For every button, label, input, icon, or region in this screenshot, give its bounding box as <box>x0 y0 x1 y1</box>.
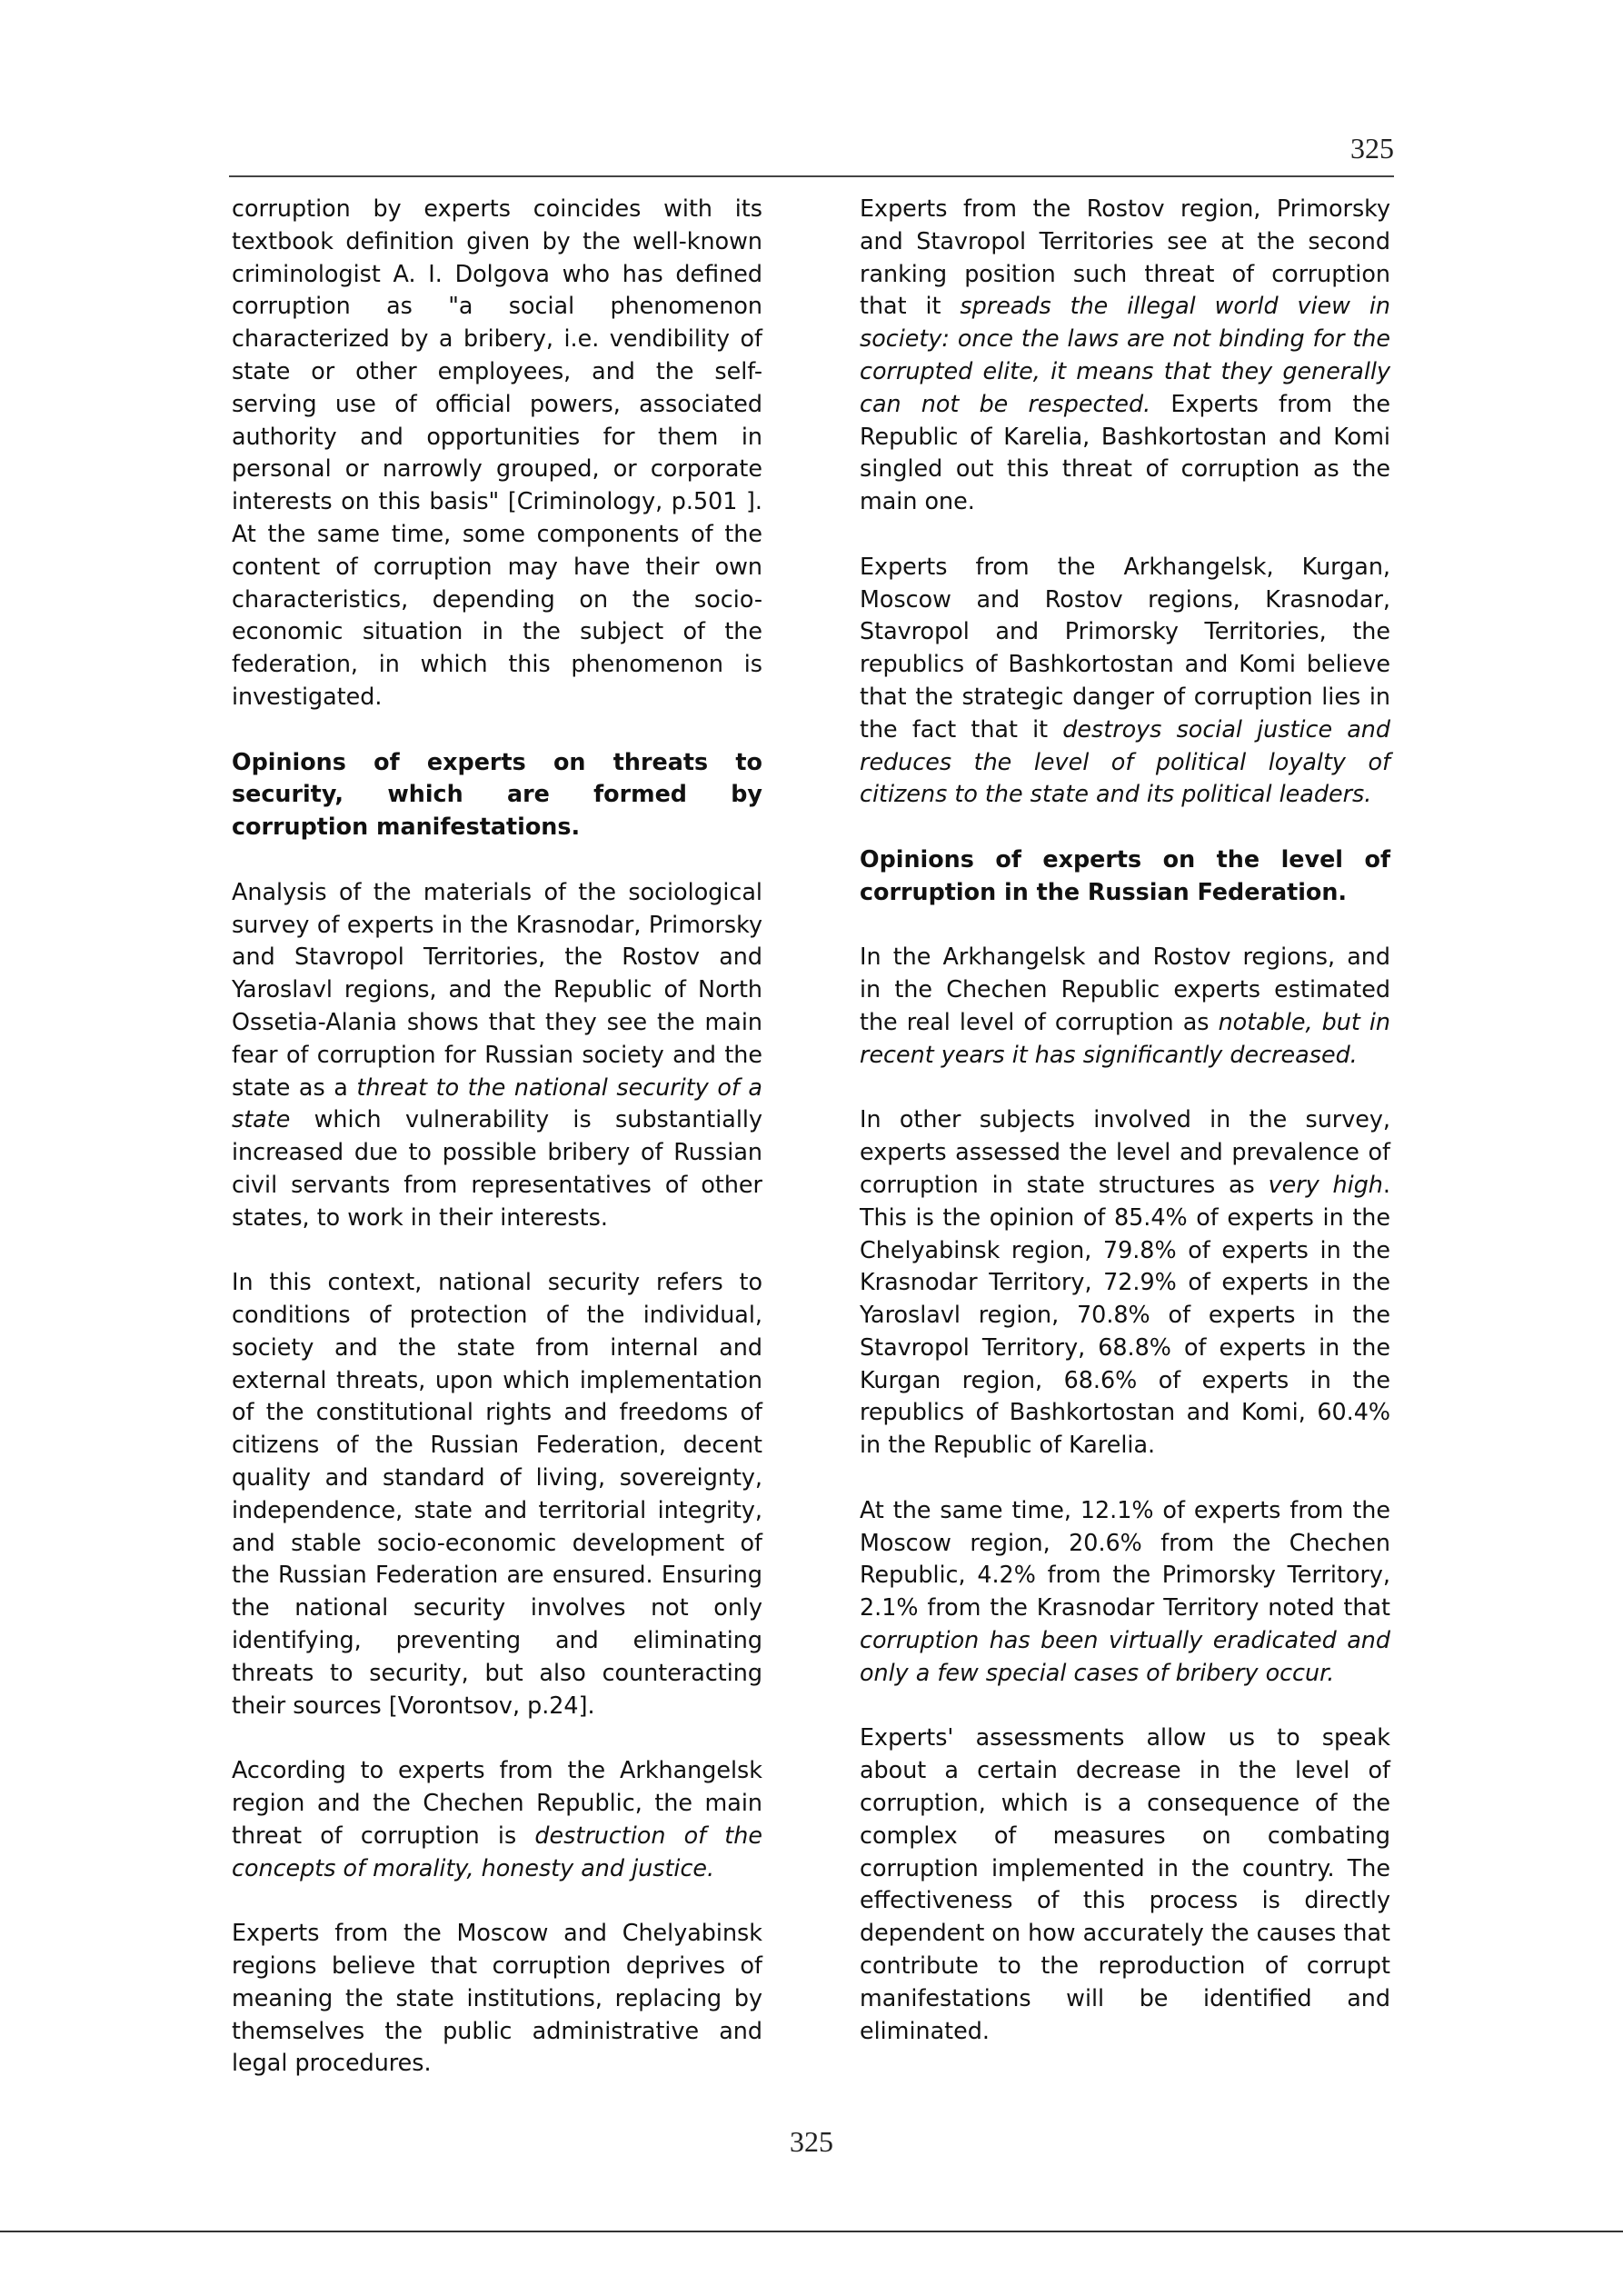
emphasis-text: notable, but in recent years it has significantly decreased. <box>860 1007 1390 1068</box>
text-run: At the same time, 12.1% of experts from the Moscow region, 20.6% from the Chechen Republic, 4.2% from the Primorsky Territory, 2.1% from the Krasnodar Territory noted that <box>860 1495 1390 1622</box>
header-divider <box>229 175 1394 177</box>
right-paragraph-6: Experts' assessments allow us to speak about a certain decrease in the level of corruption, which is a consequence of the complex of measures on combating corruption implemented in the country. The effectiveness of this process is directly dependent on how accurately the causes that contribute to the reproduction of corrupt manifestations will be identified and eliminated. <box>860 1723 1390 2044</box>
text-run: Experts from the Rostov region, Primorsky and Stavropol Territories see at the second ranking position such threat of corruption that it <box>860 195 1390 320</box>
section-heading-security-threats: Opinions of experts on threats to security, which are formed by corruption manifestations. <box>232 747 762 841</box>
text-run: . This is the opinion of 85.4% of experts in the Chelyabinsk region, 79.8% of experts in the Krasnodar Territory, 72.9% of experts in the Yaroslavl region, 70.8% of experts in the Stavropol Territory, 68.8% of experts in the Kurgan region, 68.6% of experts in the republics of Bashkortostan and Komi, 60.4% in the Republic of Karelia. <box>860 1170 1390 1459</box>
footer-page-number: 325 <box>790 2125 833 2158</box>
section-heading-corruption-level: Opinions of experts on the level of corruption in the Russian Federation. <box>860 844 1390 905</box>
emphasis-text: spreads the illegal world view in society: once the laws are not binding for the corrupted elite, it means that they generally can not be respected. <box>860 292 1390 417</box>
right-paragraph-2 <box>860 551 1390 811</box>
text-run: In the Arkhangelsk and Rostov regions, and in the Chechen Republic experts estimated the real level of corruption as <box>860 943 1390 1035</box>
emphasis-text: destruction of the concepts of morality, honesty and justice. <box>232 1821 762 1882</box>
left-paragraph-4 <box>232 1754 762 1884</box>
text-run: Experts from the Arkhangelsk, Kurgan, Moscow and Rostov regions, Krasnodar, Stavropol and Primorsky Territories, the republics of Bashkortostan and Komi believe that the strategic danger of corruption lies in the fact that it <box>860 552 1390 743</box>
text-run: Experts from the Republic of Karelia, Bashkortostan and Komi singled out this threat of corruption as the main one. <box>860 389 1390 515</box>
left-column <box>232 193 762 2080</box>
left-paragraph-5: Experts from the Moscow and Chelyabinsk regions believe that corruption deprives of meaning the state institutions, replacing by themselves the public administrative and legal procedures. <box>232 1919 762 2077</box>
emphasis-text: destroys social justice and reduces the level of political loyalty of citizens to the state and its political leaders. <box>860 714 1390 808</box>
left-paragraph-3: In this context, national security refers to conditions of protection of the individual, society and the state from internal and external threats, upon which implementation of the constitutional rights and freedoms of citizens of the Russian Federation, decent quality and standard of living, sovereignty, independence, state and territorial integrity, and stable socio-economic development of the Russian Federation are ensured. Ensuring the national security involves not only identifying, preventing and eliminating threats to security, but also counteracting their sources [Vorontsov, p.24]. <box>232 1268 762 1719</box>
right-paragraph-3 <box>860 941 1390 1071</box>
header-page-number: 325 <box>1350 132 1394 165</box>
text-run: which vulnerability is substantially increased due to possible bribery of Russian civil servants from representatives of other states, to work in their interests. <box>232 1105 762 1231</box>
right-paragraph-4 <box>860 1103 1390 1462</box>
emphasis-text: corruption has been virtually eradicated and only a few special cases of bribery occur. <box>860 1626 1390 1686</box>
right-column <box>860 193 1390 2047</box>
text-run: In other subjects involved in the survey, experts assessed the level and prevalence of corruption in state structures as <box>860 1105 1390 1198</box>
left-paragraph-1: corruption by experts coincides with its textbook definition given by the well-known criminologist A. I. Dolgova who has defined corruption as "a social phenomenon characterized by a bribery, i.e. vendibility of state or other employees, and the self-serving use of official powers, associated authority and opportunities for them in personal or narrowly grouped, or corporate interests on this basis" [Criminology, p.501 ]. At the same time, some components of the content of corruption may have their own characteristics, depending on the socio-economic situation in the subject of the federation, in which this phenomenon is investigated. <box>232 195 762 710</box>
emphasis-text: threat to the national security of a state <box>232 1073 762 1133</box>
text-run: Analysis of the materials of the sociological survey of experts in the Krasnodar, Primorsky and Stavropol Territories, the Rostov and Yaroslavl regions, and the Republic of North Ossetia-Alania shows that they see the main fear of corruption for Russian society and the state as a <box>232 877 762 1101</box>
right-paragraph-5 <box>860 1494 1390 1690</box>
right-paragraph-1 <box>860 193 1390 518</box>
text-run: According to experts from the Arkhangelsk region and the Chechen Republic, the main threat of corruption is <box>232 1756 762 1849</box>
emphasis-text: very high <box>1268 1170 1383 1198</box>
footer-divider <box>0 2231 1623 2232</box>
left-paragraph-2 <box>232 876 762 1234</box>
